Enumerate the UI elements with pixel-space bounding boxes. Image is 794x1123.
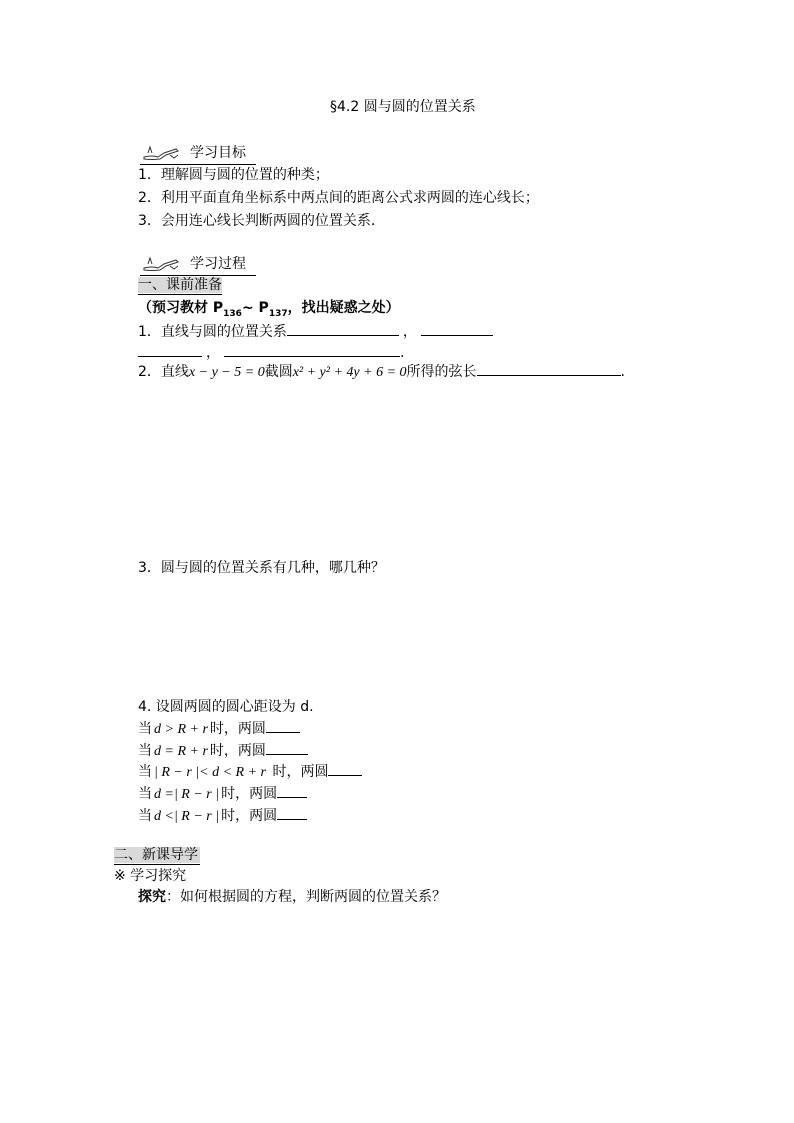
case-suffix: 时，两圆 (209, 721, 266, 737)
explore-text: ：如何根据圆的方程，判断两圆的位置关系？ (166, 889, 446, 905)
answer-blank-1a[interactable] (287, 321, 399, 336)
case-condition: d =| R − r | (154, 787, 220, 802)
case-condition: d <| R − r | (154, 809, 220, 824)
explore-question (138, 887, 446, 907)
pen-icon (142, 143, 182, 163)
question-3: 3．圆与圆的位置关系有几种，哪几种？ (138, 560, 385, 576)
preview-prefix: （预习教材 P (138, 300, 224, 316)
case-row (138, 761, 362, 783)
case-prefix: 当 (138, 721, 152, 737)
page-title: §4.2 圆与圆的位置关系 (330, 99, 476, 115)
preview-page-start: 136 (223, 308, 242, 319)
case-row (138, 805, 307, 827)
case-prefix: 当 (138, 743, 152, 759)
process-heading-label: 学习过程 (190, 256, 246, 272)
part2-title-text: 二、新课导学 (114, 847, 198, 863)
objective-item-2: 2．利用平面直角坐标系中两点间的距离公式求两圆的连心线长； (138, 190, 539, 206)
case-suffix: 时，两圆 (268, 764, 329, 780)
objective-item-3: 3．会用连心线长判断两圆的位置关系． (138, 213, 385, 229)
case-condition: | R − r |< d < R + r (154, 765, 266, 780)
case-suffix: 时，两圆 (209, 743, 266, 759)
case-prefix: 当 (138, 786, 152, 802)
case-condition: d = R + r (154, 744, 208, 759)
question-2-suffix: 所得的弦长 (406, 364, 477, 380)
question-1-text: 1．直线与圆的位置关系 (138, 324, 287, 340)
objectives-heading-label: 学习目标 (190, 145, 246, 161)
preview-mid: ~ P (241, 300, 269, 316)
case-suffix: 时，两圆 (221, 808, 278, 824)
question-1-line2 (138, 342, 404, 363)
comma: ， (206, 345, 220, 361)
explore-title: ※ 学习探究 (114, 868, 187, 884)
part1-title (138, 276, 222, 295)
answer-blank-2[interactable] (477, 361, 621, 376)
case-prefix: 当 (138, 764, 152, 780)
objective-item-1: 1．理解圆与圆的位置的种类； (138, 167, 329, 183)
question-2 (138, 361, 625, 383)
part2-title (114, 846, 200, 865)
objectives-heading (140, 143, 256, 165)
case-row (138, 718, 300, 740)
case-row (138, 783, 307, 805)
question-2-prefix: 2．直线 (138, 364, 189, 380)
circle-equation: x² + y² + 4y + 6 = 0 (292, 365, 407, 380)
case-row (138, 740, 308, 762)
process-heading (140, 254, 256, 276)
case-prefix: 当 (138, 808, 152, 824)
answer-blank-case-5[interactable] (277, 805, 307, 820)
case-suffix: 时，两圆 (221, 786, 278, 802)
answer-blank-case-4[interactable] (277, 783, 307, 798)
case-condition: d > R + r (154, 722, 208, 737)
question-1 (138, 321, 493, 342)
preview-page-end: 137 (268, 308, 288, 319)
pen-icon (142, 254, 182, 274)
answer-blank-case-1[interactable] (266, 718, 300, 733)
answer-blank-1b[interactable] (421, 321, 493, 336)
preview-suffix: ，找出疑惑之处） (287, 300, 400, 316)
answer-blank-1c[interactable] (138, 342, 202, 357)
period: . (400, 345, 405, 361)
answer-blank-case-3[interactable] (328, 761, 362, 776)
preview-note (138, 298, 400, 324)
answer-blank-case-2[interactable] (266, 740, 308, 755)
explore-label: 探究 (138, 889, 166, 905)
part1-title-text: 一、课前准备 (138, 277, 222, 293)
question-4: 4. 设圆两圆的圆心距设为 d. (138, 699, 314, 715)
comma: ， (402, 324, 417, 340)
question-2-mid: 截圆 (264, 364, 293, 380)
line-equation: x − y − 5 = 0 (188, 365, 265, 380)
answer-blank-1d[interactable] (224, 342, 400, 357)
period: . (620, 364, 625, 380)
